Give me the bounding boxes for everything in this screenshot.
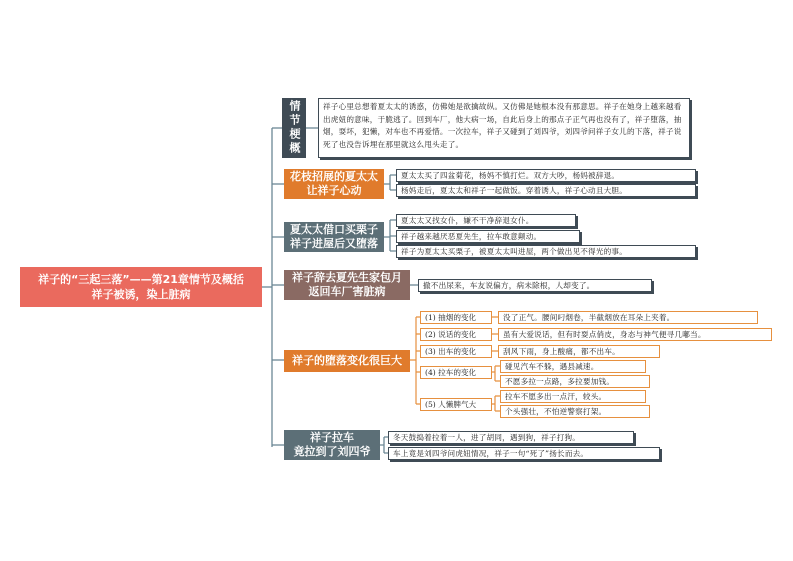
root-topic[interactable] [20, 267, 262, 307]
branch-title-line: 祥子进屋后又堕落 [290, 237, 378, 250]
branch-title-line: 花枝招展的夏太太 [290, 170, 378, 183]
branch-meets-liu-siye[interactable] [284, 430, 380, 460]
list-item: 不愿多拉一点路，多拉要加钱。 [500, 375, 650, 388]
list-item: 碰见汽车不躲，遇县减速。 [500, 360, 646, 373]
branch-plot-summary-label: 情节梗概 [288, 100, 301, 156]
branch-chestnuts[interactable] [284, 222, 384, 252]
sub-topic-speech[interactable]: (2) 说话的变化 [420, 328, 492, 341]
list-item: 冬天鼓捣着拉着一人，进了胡同，遇到狗，祥子打狗。 [388, 431, 634, 444]
list-item: 夏太太又找女仆，嫌不干净辞退女仆。 [396, 214, 576, 227]
list-item: 个头强壮，不怕逆警察打架。 [500, 405, 650, 418]
sub-topic-smoking[interactable]: (1) 抽烟的变化 [420, 311, 492, 324]
list-item: 刮风下雨，身上酸痛，都不出车。 [498, 345, 660, 358]
branch-title-line: 返回车厂害脏病 [308, 285, 386, 298]
branch-title-line: 竟拉到了刘四爷 [293, 445, 371, 458]
list-item: 虽有大爱说话，但有时耍点俏皮，身态与神气便寻几嘟当。 [498, 328, 772, 341]
branch-degeneration[interactable] [284, 350, 410, 372]
branch-quit-job-illness[interactable] [284, 270, 410, 300]
branch-title-line: 祥子辞去夏先生家包月 [292, 271, 402, 284]
branch-title-line: 夏太太借口买栗子 [290, 223, 378, 236]
list-item: 拉车不愿多出一点汗，较头。 [500, 390, 646, 403]
list-item: 撤不出尿来，车友说偏方，病未除根，人却变了。 [418, 279, 652, 292]
branch-title-line: 祥子的堕落变化很巨大 [292, 354, 402, 367]
sub-topic-going-out[interactable]: (3) 出车的变化 [420, 345, 492, 358]
list-item: 杨妈走后，夏太太和祥子一起做饭。穿着诱人，祥子心动且大胆。 [396, 184, 696, 197]
sub-topic-temper[interactable]: (5) 人懒脾气大 [420, 398, 492, 411]
list-item: 车上竟是刘四爷问虎妞情况，祥子一句“死了”扬长而去。 [388, 447, 660, 460]
plot-summary-text: 祥子心里总想着夏太太的诱惑，仿佛她是欲擒故纵。又仿佛是她根本没有那意思。祥子在她身上越来越看出虎妞的意味，于脆逃了。回到车厂，他大病一场，自此后身上的那点子正气再也没有了，祥子堕落，抽烟，耍坏，犯懒，对车也不再爱惜。一次拉车，祥子又碰到了刘四爷，刘四爷问祥子女儿的下落，祥子说死了也没告诉埋在那里就这么甩头走了。 [318, 98, 690, 158]
root-title-line1: 祥子的“三起三落”——第21章情节及概括 [38, 273, 244, 286]
branch-title-line: 让祥子心动 [306, 184, 362, 197]
list-item: 夏太太买了四盆菊花，杨妈不慎打烂。双方大吵，杨妈被辞退。 [396, 169, 696, 182]
branch-mrs-xia-flirts[interactable] [284, 169, 384, 199]
root-title-line2: 祥子被诱，染上脏病 [91, 288, 191, 301]
list-item: 没了正气。腰间叼烟卷，半截烟放在耳朵上夹着。 [498, 311, 758, 324]
sub-topic-pulling[interactable]: (4) 拉车的变化 [420, 366, 492, 379]
branch-plot-summary[interactable] [282, 98, 306, 158]
branch-title-line: 祥子拉车 [310, 431, 354, 444]
list-item: 祥子为夏太太买栗子，被夏太太叫进屋，两个做出见不得光的事。 [396, 245, 696, 258]
list-item: 祥子越来越厌恶夏先生，拉车敢意颠动。 [396, 230, 580, 243]
